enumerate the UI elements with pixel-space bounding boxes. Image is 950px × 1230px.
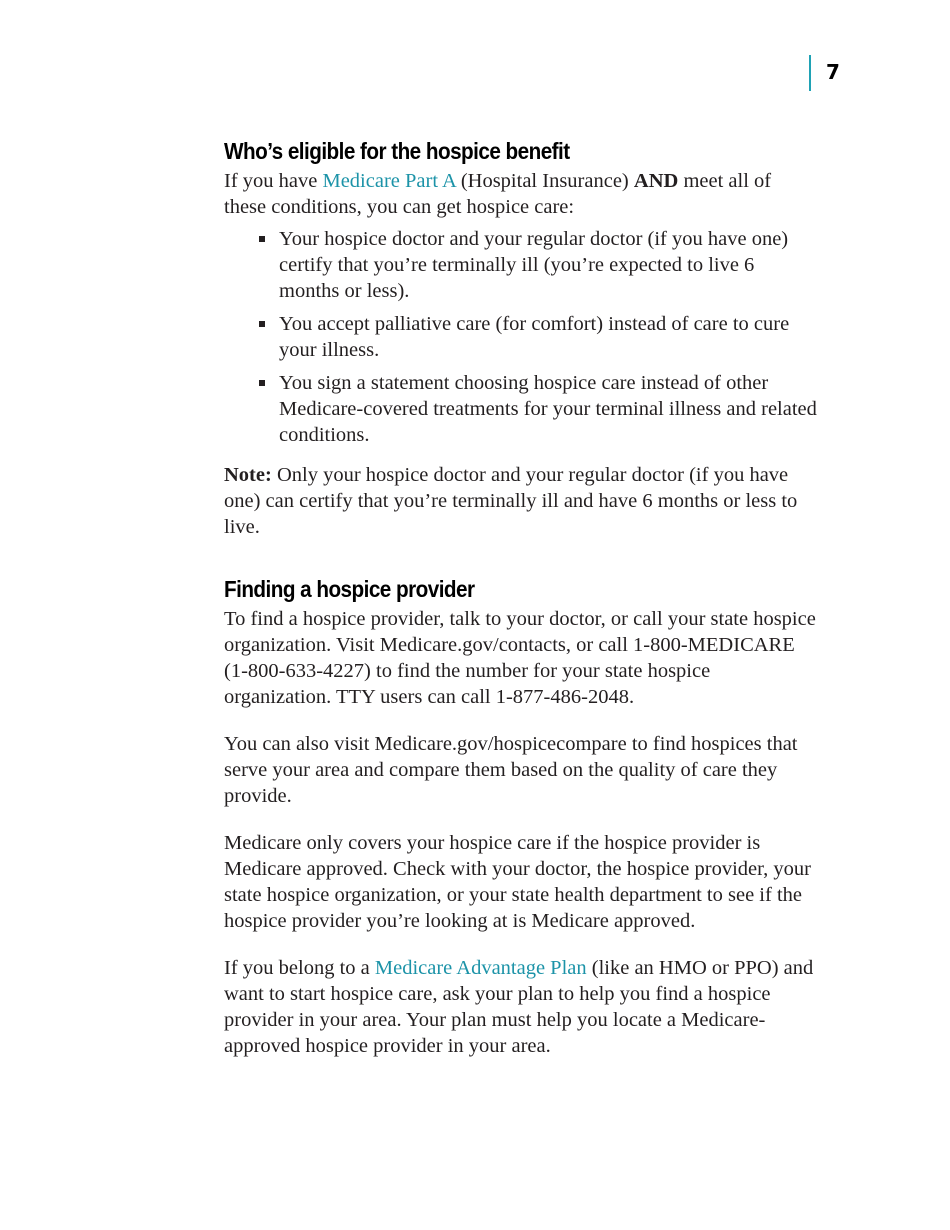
finding-paragraph-advantage (224, 955, 818, 1059)
advantage-prefix: If you belong to a (224, 957, 375, 979)
eligibility-heading: Who’s eligible for the hospice benefit (224, 138, 570, 164)
finding-paragraph-contacts: To find a hospice provider, talk to your doctor, or call your state hospice organization. Visit Medicare.gov/contacts, or call 1-800-MEDICARE (1-800-633-4227) to find the number for your state hospice organization. TTY users can call 1-877-486-2048. (224, 608, 816, 708)
intro-suffix: meet all of these conditions, you can get hospice care: (224, 170, 772, 218)
medicare-advantage-plan-link[interactable]: Medicare Advantage Plan (374, 957, 587, 979)
finding-paragraph-approved: Medicare only covers your hospice care if the hospice provider is Medicare approved. Check with your doctor, the hospice provider, your state hospice organization, or your state health department to see if the hospice provider you’re looking at is Medicare approved. (224, 832, 811, 932)
note-label: Note: (224, 464, 272, 486)
page-number: 7 (826, 60, 840, 84)
square-bullet-icon (259, 321, 265, 327)
page-content (224, 134, 818, 1059)
square-bullet-icon (259, 380, 265, 386)
intro-middle: (Hospital Insurance) (455, 170, 634, 192)
eligibility-conditions-list (224, 226, 818, 448)
square-bullet-icon (259, 236, 265, 242)
list-item (279, 370, 818, 448)
list-item-text: Your hospice doctor and your regular doctor (if you have one) certify that you’re terminally ill (you’re expected to live 6 months or less). (279, 228, 789, 302)
advantage-suffix: (like an HMO or PPO) and want to start hospice care, ask your plan to help you find a hospice provider in your area. Your plan must help you locate a Medicare-approved hospice provider in your area. (224, 957, 814, 1057)
list-item-text: You sign a statement choosing hospice care instead of other Medicare-covered treatments for your terminal illness and related conditions. (279, 372, 817, 446)
list-item (279, 311, 818, 363)
intro-and-bold: AND (633, 170, 679, 192)
finding-paragraph-compare: You can also visit Medicare.gov/hospicecompare to find hospices that serve your area and compare them based on the quality of care they provide. (224, 733, 798, 807)
finding-heading: Finding a hospice provider (224, 576, 475, 602)
intro-prefix: If you have (224, 170, 323, 192)
list-item (279, 226, 818, 304)
medicare-part-a-link[interactable]: Medicare Part A (322, 170, 456, 192)
eligibility-intro (224, 168, 818, 220)
list-item-text: You accept palliative care (for comfort) instead of care to cure your illness. (279, 313, 790, 361)
note-text: Only your hospice doctor and your regular doctor (if you have one) can certify that you’re terminally ill and have 6 months or less to live. (224, 464, 798, 538)
page-number-divider (809, 55, 811, 91)
eligibility-note (224, 462, 818, 540)
